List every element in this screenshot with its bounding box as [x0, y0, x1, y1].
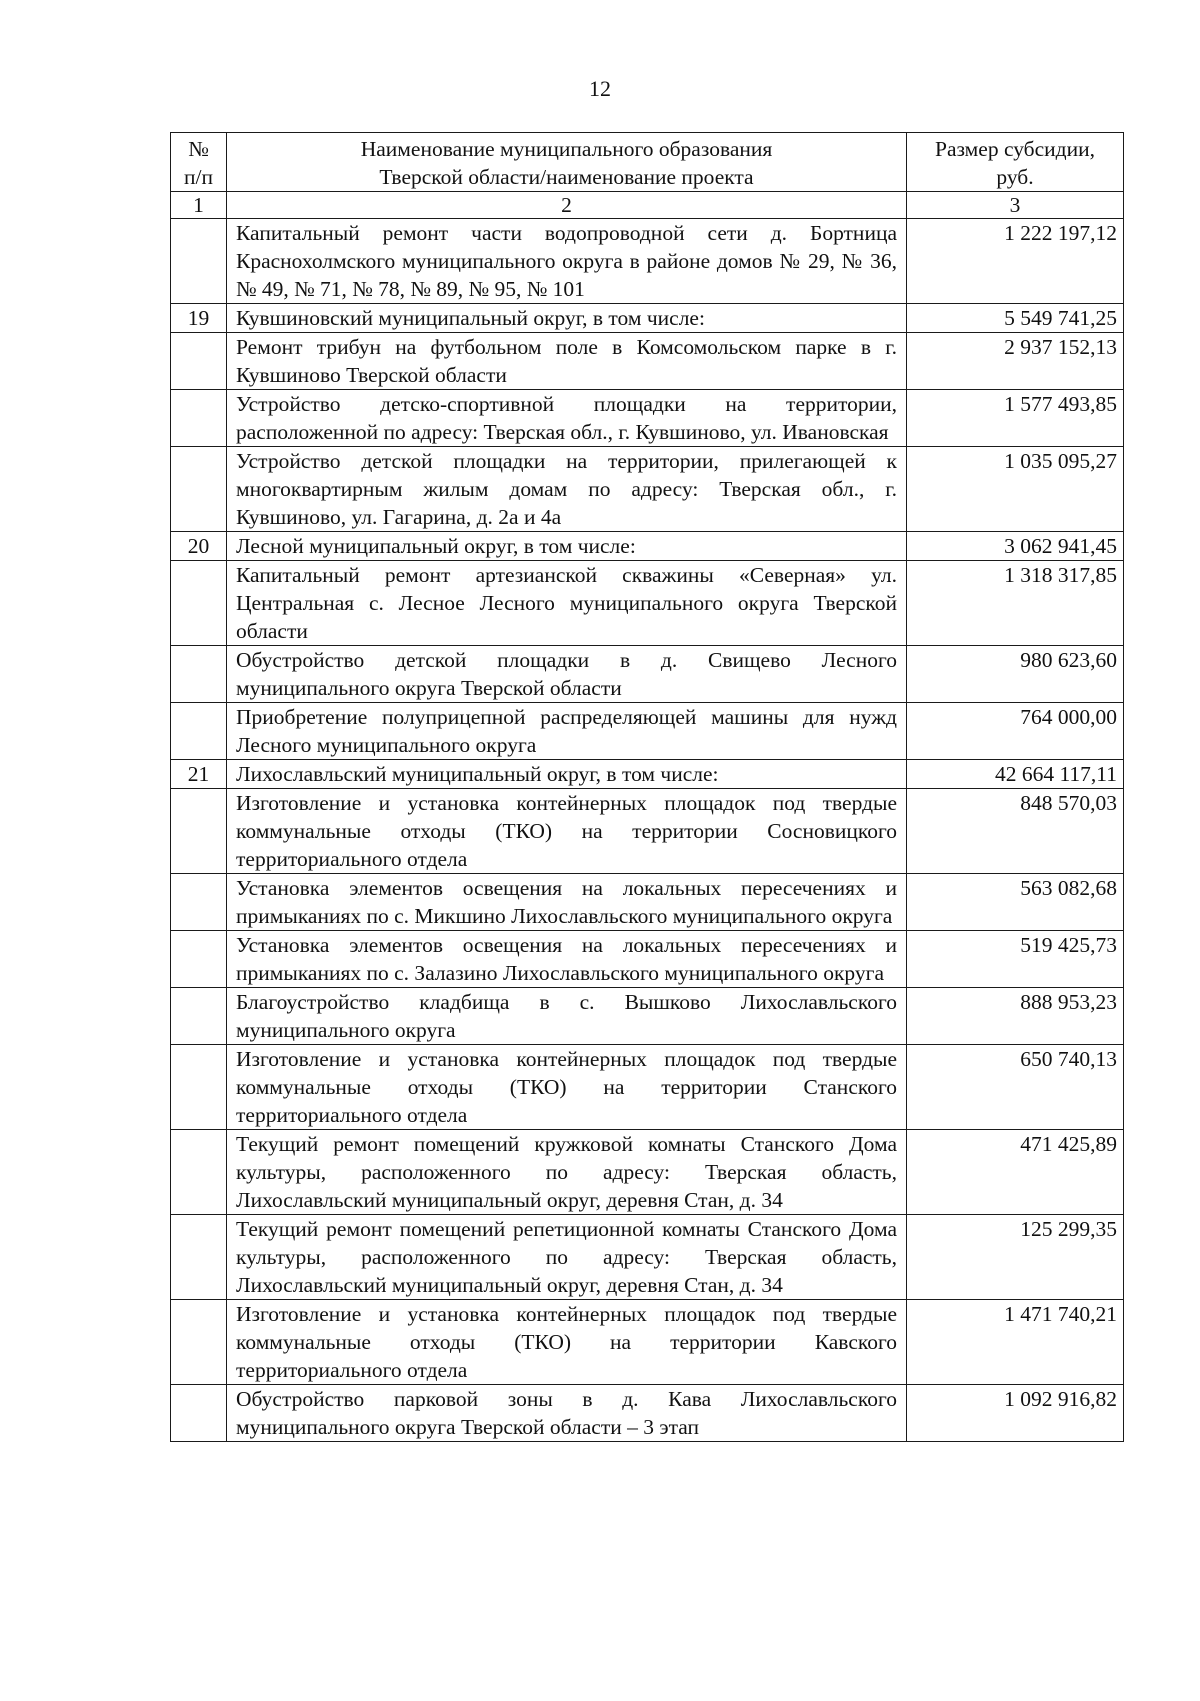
- row-amount: 1 577 493,85: [907, 390, 1124, 447]
- row-number: [171, 789, 227, 874]
- table-row: [171, 874, 1124, 931]
- row-number: 19: [171, 304, 227, 333]
- header-amount-line-2: руб.: [996, 165, 1034, 189]
- row-amount: 519 425,73: [907, 931, 1124, 988]
- table-row: [171, 447, 1124, 532]
- row-name: Изготовление и установка контейнерных площадок под твердые коммунальные отходы (ТКО) на территории Кавского территориального отдела: [227, 1300, 907, 1385]
- row-name: Ремонт трибун на футбольном поле в Комсомольском парке в г. Кувшиново Тверской области: [227, 333, 907, 390]
- row-number: [171, 703, 227, 760]
- row-number: [171, 988, 227, 1045]
- row-name: Кувшиновский муниципальный округ, в том числе:: [227, 304, 907, 333]
- row-number: [171, 447, 227, 532]
- row-amount: 980 623,60: [907, 646, 1124, 703]
- row-name: Установка элементов освещения на локальных пересечениях и примыканиях по с. Залазино Лихославльского муниципального округа: [227, 931, 907, 988]
- column-index-row: [171, 192, 1124, 219]
- header-amount-line-1: Размер субсидии,: [934, 137, 1095, 161]
- row-number: [171, 1045, 227, 1130]
- row-amount: 2 937 152,13: [907, 333, 1124, 390]
- table-header: [171, 133, 1124, 219]
- row-name: Обустройство детской площадки в д. Свищево Лесного муниципального округа Тверской области: [227, 646, 907, 703]
- row-amount: 1 222 197,12: [907, 219, 1124, 304]
- row-name: Обустройство парковой зоны в д. Кава Лихославльского муниципального округа Тверской области – 3 этап: [227, 1385, 907, 1442]
- table-row: [171, 789, 1124, 874]
- table-row: [171, 333, 1124, 390]
- row-amount: 471 425,89: [907, 1130, 1124, 1215]
- subsidy-table: [170, 132, 1124, 1442]
- row-name: Лихославльский муниципальный округ, в том числе:: [227, 760, 907, 789]
- header-name-line-2: Тверской области/наименование проекта: [379, 165, 754, 189]
- row-amount: 1 471 740,21: [907, 1300, 1124, 1385]
- row-name: Капитальный ремонт артезианской скважины «Северная» ул. Центральная с. Лесное Лесного муниципального округа Тверской области: [227, 561, 907, 646]
- row-amount: 5 549 741,25: [907, 304, 1124, 333]
- row-amount: 848 570,03: [907, 789, 1124, 874]
- row-number: [171, 874, 227, 931]
- row-amount: 1 318 317,85: [907, 561, 1124, 646]
- row-name: Устройство детско-спортивной площадки на территории, расположенной по адресу: Тверская обл., г. Кувшиново, ул. Ивановская: [227, 390, 907, 447]
- row-amount: 1 092 916,82: [907, 1385, 1124, 1442]
- row-name: Приобретение полуприцепной распределяющей машины для нужд Лесного муниципального округа: [227, 703, 907, 760]
- row-amount: 42 664 117,11: [907, 760, 1124, 789]
- table-row: [171, 931, 1124, 988]
- row-number: [171, 1300, 227, 1385]
- row-amount: 888 953,23: [907, 988, 1124, 1045]
- row-amount: 3 062 941,45: [907, 532, 1124, 561]
- row-number: [171, 1385, 227, 1442]
- table-row: [171, 304, 1124, 333]
- table-row: [171, 646, 1124, 703]
- header-name-line-1: Наименование муниципального образования: [360, 137, 773, 161]
- row-name: Изготовление и установка контейнерных площадок под твердые коммунальные отходы (ТКО) на территории Станского территориального отдела: [227, 1045, 907, 1130]
- table-row: [171, 561, 1124, 646]
- row-number: [171, 1130, 227, 1215]
- table-row: [171, 988, 1124, 1045]
- row-number: [171, 561, 227, 646]
- header-number-line-2: п/п: [184, 165, 213, 189]
- column-index-1: 1: [171, 192, 227, 219]
- row-number: 20: [171, 532, 227, 561]
- row-name: Текущий ремонт помещений репетиционной комнаты Станского Дома культуры, расположенного по адресу: Тверская область, Лихославльский муниципальный округ, деревня Стан, д. 34: [227, 1215, 907, 1300]
- row-name: Благоустройство кладбища в с. Вышково Лихославльского муниципального округа: [227, 988, 907, 1045]
- table-row: [171, 1130, 1124, 1215]
- page-number: 12: [589, 76, 611, 101]
- table-row: [171, 703, 1124, 760]
- row-name: Изготовление и установка контейнерных площадок под твердые коммунальные отходы (ТКО) на территории Сосновицкого территориального отдела: [227, 789, 907, 874]
- row-amount: 650 740,13: [907, 1045, 1124, 1130]
- table-row: [171, 390, 1124, 447]
- table-row: [171, 1045, 1124, 1130]
- row-number: [171, 1215, 227, 1300]
- table-row: [171, 219, 1124, 304]
- row-name: Текущий ремонт помещений кружковой комнаты Станского Дома культуры, расположенного по адресу: Тверская область, Лихославльский муниципальный округ, деревня Стан, д. 34: [227, 1130, 907, 1215]
- header-name: [227, 133, 907, 192]
- row-number: 21: [171, 760, 227, 789]
- row-name: Капитальный ремонт части водопроводной сети д. Бортница Краснохолмского муниципального округа в районе домов № 29, № 36, № 49, № 71, № 78, № 89, № 95, № 101: [227, 219, 907, 304]
- row-amount: 125 299,35: [907, 1215, 1124, 1300]
- table-row: [171, 1385, 1124, 1442]
- table-row: [171, 1215, 1124, 1300]
- row-name: Устройство детской площадки на территории, прилегающей к многоквартирным жилым домам по адресу: Тверская обл., г. Кувшиново, ул. Гагарина, д. 2а и 4а: [227, 447, 907, 532]
- header-number-line-1: №: [188, 137, 209, 161]
- row-number: [171, 390, 227, 447]
- row-number: [171, 931, 227, 988]
- row-amount: 1 035 095,27: [907, 447, 1124, 532]
- table-body: [171, 219, 1124, 1442]
- row-amount: 764 000,00: [907, 703, 1124, 760]
- header-amount: [907, 133, 1124, 192]
- row-amount: 563 082,68: [907, 874, 1124, 931]
- table-row: [171, 1300, 1124, 1385]
- table-row: [171, 760, 1124, 789]
- row-number: [171, 219, 227, 304]
- row-name: Установка элементов освещения на локальных пересечениях и примыканиях по с. Микшино Лихославльского муниципального округа: [227, 874, 907, 931]
- row-number: [171, 333, 227, 390]
- column-index-2: 2: [227, 192, 907, 219]
- table-row: [171, 532, 1124, 561]
- row-name: Лесной муниципальный округ, в том числе:: [227, 532, 907, 561]
- row-number: [171, 646, 227, 703]
- column-index-3: 3: [907, 192, 1124, 219]
- header-number: [171, 133, 227, 192]
